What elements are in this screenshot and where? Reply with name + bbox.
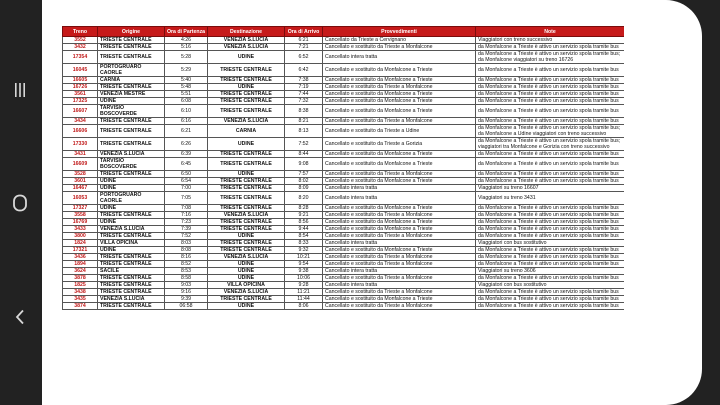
departure-time-cell: 5:29	[165, 64, 208, 77]
departure-time-cell: 6:21	[165, 125, 208, 138]
train-number-cell: 1894	[63, 261, 98, 268]
train-number-cell: 17325	[63, 98, 98, 105]
note-cell: da Monfalcone a Trieste è attivo un servizio spola tramite bus	[476, 261, 625, 268]
header-departure: Ora di Partenza	[165, 27, 208, 37]
recents-icon[interactable]	[5, 75, 35, 105]
note-cell: da Monfalcone a Trieste è attivo un servizio spola tramite bus	[476, 303, 625, 310]
arrival-time-cell: 7:44	[285, 91, 323, 98]
origin-cell: TRIESTE CENTRALE	[98, 275, 165, 282]
departure-time-cell: 4:26	[165, 37, 208, 44]
arrival-time-cell: 8:33	[285, 240, 323, 247]
arrival-time-cell: 9:38	[285, 268, 323, 275]
departure-time-cell: 8:03	[165, 240, 208, 247]
table-row	[63, 289, 625, 296]
measure-cell: Cancellato e sostituito da Monfalcone a Trieste	[323, 226, 476, 233]
destination-cell: UDINE	[208, 275, 285, 282]
table-row	[63, 44, 625, 51]
arrival-time-cell: 6:21	[285, 37, 323, 44]
departure-time-cell: 9:16	[165, 289, 208, 296]
arrival-time-cell: 9:54	[285, 261, 323, 268]
departure-time-cell: 7:39	[165, 226, 208, 233]
measure-cell: Cancellato e sostituito da Monfalcone a Trieste	[323, 247, 476, 254]
table-row	[63, 240, 625, 247]
destination-cell: UDINE	[208, 171, 285, 178]
header-measures: Provvedimenti	[323, 27, 476, 37]
train-number-cell: 3438	[63, 289, 98, 296]
table-row	[63, 226, 625, 233]
arrival-time-cell: 8:54	[285, 233, 323, 240]
train-number-cell: 3435	[63, 296, 98, 303]
destination-cell: TRIESTE CENTRALE	[208, 91, 285, 98]
departure-time-cell: 6:26	[165, 138, 208, 151]
destination-cell: TRIESTE CENTRALE	[208, 64, 285, 77]
departure-time-cell: 6:50	[165, 171, 208, 178]
table-row	[63, 268, 625, 275]
arrival-time-cell: 11:21	[285, 289, 323, 296]
table-row	[63, 275, 625, 282]
measure-cell: Cancellato intera tratta	[323, 192, 476, 205]
train-number-cell: 3436	[63, 254, 98, 261]
arrival-time-cell: 7:57	[285, 171, 323, 178]
table-row	[63, 233, 625, 240]
home-icon[interactable]	[5, 188, 35, 218]
header-train: Treno	[63, 27, 98, 37]
table-row	[63, 51, 625, 64]
table-row	[63, 254, 625, 261]
document-viewer[interactable]	[42, 0, 702, 405]
train-number-cell: 3552	[63, 37, 98, 44]
note-cell: da Monfalcone a Trieste è attivo un servizio spola tramite bus; viaggiatori tra Monfalcone e Gorizia con treno successivo	[476, 138, 625, 151]
origin-cell: TRIESTE CENTRALE	[98, 37, 165, 44]
note-cell: da Monfalcone a Trieste è attivo un servizio spola tramite bus	[476, 212, 625, 219]
origin-cell: TRIESTE CENTRALE	[98, 84, 165, 91]
destination-cell: UDINE	[208, 138, 285, 151]
note-cell: Viaggiatori su treno 3431	[476, 192, 625, 205]
note-cell: da Monfalcone a Trieste è attivo un servizio spola tramite bus	[476, 84, 625, 91]
note-cell: Viaggiatori con bus sostitutivo	[476, 240, 625, 247]
arrival-time-cell: 8:21	[285, 118, 323, 125]
destination-cell: UDINE	[208, 303, 285, 310]
note-cell: da Monfalcone a Trieste è attivo un servizio spola tramite bus	[476, 289, 625, 296]
arrival-time-cell: 8:20	[285, 192, 323, 205]
train-number-cell: 16769	[63, 219, 98, 226]
train-number-cell: 3874	[63, 303, 98, 310]
destination-cell: TRIESTE CENTRALE	[208, 151, 285, 158]
note-cell: da Monfalcone a Trieste è attivo un servizio spola tramite bus	[476, 91, 625, 98]
train-number-cell: 3800	[63, 233, 98, 240]
train-number-cell: 3432	[63, 44, 98, 51]
train-number-cell: 3601	[63, 178, 98, 185]
origin-cell: UDINE	[98, 178, 165, 185]
departure-time-cell: 06:58	[165, 303, 208, 310]
measure-cell: Cancellato e sostituito da Trieste a Monfalcone	[323, 275, 476, 282]
destination-cell: TRIESTE CENTRALE	[208, 178, 285, 185]
table-row	[63, 151, 625, 158]
measure-cell: Cancellato e sostituito da Trieste a Monfalcone	[323, 261, 476, 268]
train-number-cell: 16467	[63, 185, 98, 192]
origin-cell: TRIESTE CENTRALE	[98, 44, 165, 51]
note-cell: da Monfalcone a Trieste è attivo un servizio spola tramite bus	[476, 118, 625, 125]
note-cell: da Monfalcone a Trieste è attivo un servizio spola tramite bus	[476, 158, 625, 171]
arrival-time-cell: 8:09	[285, 185, 323, 192]
train-number-cell: 17354	[63, 51, 98, 64]
departure-time-cell: 7:05	[165, 192, 208, 205]
note-cell: da Monfalcone a Trieste è attivo un servizio spola tramite bus	[476, 247, 625, 254]
train-number-cell: 3558	[63, 212, 98, 219]
measure-cell: Cancellato intera tratta	[323, 185, 476, 192]
departure-time-cell: 9:03	[165, 282, 208, 289]
destination-cell: TRIESTE CENTRALE	[208, 77, 285, 84]
destination-cell: VENEZIA S.LUCIA	[208, 212, 285, 219]
destination-cell: UDINE	[208, 233, 285, 240]
destination-cell: VILLA OPICINA	[208, 282, 285, 289]
measure-cell: Cancellato e sostituito da Monfalcone a Trieste	[323, 91, 476, 98]
note-cell: da Monfalcone a Trieste è attivo un servizio spola tramite bus	[476, 205, 625, 212]
arrival-time-cell: 7:38	[285, 77, 323, 84]
note-cell: da Monfalcone a Trieste è attivo un servizio spola tramite bus	[476, 105, 625, 118]
measure-cell: Cancellato e sostituito da Monfalcone a Trieste	[323, 205, 476, 212]
arrival-time-cell: 9:08	[285, 158, 323, 171]
train-number-cell: 17327	[63, 205, 98, 212]
note-cell: da Monfalcone a Trieste è attivo un servizio spola tramite bus	[476, 219, 625, 226]
measure-cell: Cancellato intera tratta	[323, 240, 476, 247]
back-icon[interactable]	[5, 302, 35, 332]
measure-cell: Cancellato e sostituito da Trieste a Monfalcone	[323, 44, 476, 51]
train-number-cell: 16609	[63, 158, 98, 171]
note-cell: da Monfalcone a Trieste è attivo un servizio spola tramite bus	[476, 178, 625, 185]
note-cell: Viaggiatori con treno successivo	[476, 37, 625, 44]
departure-time-cell: 5:48	[165, 84, 208, 91]
measure-cell: Cancellato e sostituito da Monfalcone a Trieste	[323, 105, 476, 118]
note-cell: da Monfalcone a Trieste è attivo un servizio spola tramite bus	[476, 151, 625, 158]
origin-cell: VILLA OPICINA	[98, 240, 165, 247]
arrival-time-cell: 9:44	[285, 226, 323, 233]
origin-cell: SACILE	[98, 268, 165, 275]
measure-cell: Cancellato e sostituito da Trieste a Monfalcone	[323, 233, 476, 240]
departure-time-cell: 9:39	[165, 296, 208, 303]
arrival-time-cell: 8:56	[285, 219, 323, 226]
note-cell: da Monfalcone a Trieste è attivo un servizio spola tramite bus	[476, 171, 625, 178]
destination-cell: UDINE	[208, 268, 285, 275]
departure-time-cell: 8:52	[165, 261, 208, 268]
table-row	[63, 138, 625, 151]
arrival-time-cell: 6:52	[285, 51, 323, 64]
arrival-time-cell: 8:06	[285, 303, 323, 310]
table-row	[63, 37, 625, 44]
destination-cell: VENEZIA S.LUCIA	[208, 289, 285, 296]
arrival-time-cell: 7:52	[285, 138, 323, 151]
train-number-cell: 3434	[63, 118, 98, 125]
train-number-cell: 1825	[63, 282, 98, 289]
arrival-time-cell: 7:32	[285, 98, 323, 105]
departure-time-cell: 7:00	[165, 185, 208, 192]
note-cell: da Monfalcone a Trieste è attivo un servizio spola tramite bus	[476, 296, 625, 303]
origin-cell: VENEZIA S.LUCIA	[98, 151, 165, 158]
destination-cell: UDINE	[208, 261, 285, 268]
measure-cell: Cancellato e sostituito da Monfalcone a Trieste	[323, 98, 476, 105]
table-row	[63, 125, 625, 138]
arrival-time-cell: 9:28	[285, 282, 323, 289]
train-disruption-table	[62, 26, 624, 310]
train-number-cell: 3431	[63, 151, 98, 158]
arrival-time-cell: 9:21	[285, 212, 323, 219]
measure-cell: Cancellato e sostituito da Trieste a Monfalcone	[323, 84, 476, 91]
note-cell: Viaggiatori con bus sostitutivo	[476, 282, 625, 289]
measure-cell: Cancellato e sostituito da Trieste a Monfalcone	[323, 289, 476, 296]
note-cell: da Monfalcone a Trieste è attivo un servizio spola tramite bus	[476, 226, 625, 233]
arrival-time-cell: 8:02	[285, 178, 323, 185]
origin-cell: TRIESTE CENTRALE	[98, 212, 165, 219]
departure-time-cell: 6:39	[165, 151, 208, 158]
origin-cell: TRIESTE CENTRALE	[98, 261, 165, 268]
measure-cell: Cancellato e sostituito da Monfalcone a Trieste	[323, 219, 476, 226]
note-cell: Viaggiatori su treno 16607	[476, 185, 625, 192]
destination-cell: TRIESTE CENTRALE	[208, 158, 285, 171]
origin-cell: TRIESTE CENTRALE	[98, 138, 165, 151]
table-row	[63, 84, 625, 91]
destination-cell: VENEZIA S.LUCIA	[208, 254, 285, 261]
table-header-row	[63, 27, 625, 37]
timetable-page[interactable]	[62, 26, 624, 397]
measure-cell: Cancellato intera tratta	[323, 51, 476, 64]
arrival-time-cell: 8:13	[285, 125, 323, 138]
note-cell: da Monfalcone a Trieste è attivo un servizio spola tramite bus	[476, 77, 625, 84]
departure-time-cell: 5:28	[165, 51, 208, 64]
departure-time-cell: 6:45	[165, 158, 208, 171]
origin-cell: UDINE	[98, 98, 165, 105]
header-arrival: Ora di Arrivo	[285, 27, 323, 37]
measure-cell: Cancellato e sostituito da Monfalcone a Trieste	[323, 64, 476, 77]
table-row	[63, 212, 625, 219]
navigation-bar	[0, 0, 42, 405]
header-destination: Destinazione	[208, 27, 285, 37]
arrival-time-cell: 9:32	[285, 247, 323, 254]
train-number-cell: 3433	[63, 226, 98, 233]
destination-cell: TRIESTE CENTRALE	[208, 98, 285, 105]
measure-cell: Cancellato e sostituito da Trieste a Monfalcone	[323, 171, 476, 178]
destination-cell: TRIESTE CENTRALE	[208, 185, 285, 192]
table-row	[63, 105, 625, 118]
departure-time-cell: 8:08	[165, 247, 208, 254]
departure-time-cell: 6:08	[165, 98, 208, 105]
origin-cell: TRIESTE CENTRALE	[98, 125, 165, 138]
destination-cell: TRIESTE CENTRALE	[208, 105, 285, 118]
origin-cell: TRIESTE CENTRALE	[98, 51, 165, 64]
note-cell: Viaggiatori su treno 3606	[476, 268, 625, 275]
train-number-cell: 17321	[63, 247, 98, 254]
measure-cell: Cancellato e sostituito da Trieste a Gorizia	[323, 138, 476, 151]
arrival-time-cell: 8:38	[285, 105, 323, 118]
origin-cell: TRIESTE CENTRALE	[98, 118, 165, 125]
train-number-cell: 3561	[63, 91, 98, 98]
train-number-cell: 16605	[63, 77, 98, 84]
measure-cell: Cancellato e sostituito da Monfalcone a Trieste	[323, 151, 476, 158]
destination-cell: TRIESTE CENTRALE	[208, 240, 285, 247]
table-row	[63, 247, 625, 254]
table-row	[63, 303, 625, 310]
origin-cell: VENEZIA S.LUCIA	[98, 296, 165, 303]
destination-cell: VENEZIA S.LUCIA	[208, 44, 285, 51]
measure-cell: Cancellato intera tratta	[323, 268, 476, 275]
table-row	[63, 98, 625, 105]
departure-time-cell: 7:52	[165, 233, 208, 240]
origin-cell: TRIESTE CENTRALE	[98, 171, 165, 178]
destination-cell: TRIESTE CENTRALE	[208, 247, 285, 254]
destination-cell: TRIESTE CENTRALE	[208, 226, 285, 233]
train-number-cell: 17330	[63, 138, 98, 151]
departure-time-cell: 7:23	[165, 219, 208, 226]
train-number-cell: 1824	[63, 240, 98, 247]
origin-cell: TRIESTE CENTRALE	[98, 282, 165, 289]
arrival-time-cell: 8:44	[285, 151, 323, 158]
table-row	[63, 282, 625, 289]
train-number-cell: 16045	[63, 64, 98, 77]
departure-time-cell: 8:58	[165, 275, 208, 282]
measure-cell: Cancellato e sostituito da Trieste a Udine	[323, 125, 476, 138]
note-cell: da Monfalcone a Trieste è attivo un servizio spola tramite bus	[476, 254, 625, 261]
arrival-time-cell: 6:42	[285, 64, 323, 77]
header-origin: Origine	[98, 27, 165, 37]
departure-time-cell: 6:54	[165, 178, 208, 185]
origin-cell: TARVISIO BOSCOVERDE	[98, 105, 165, 118]
measure-cell: Cancellato da Trieste a Cervignano	[323, 37, 476, 44]
departure-time-cell: 7:16	[165, 212, 208, 219]
table-row	[63, 296, 625, 303]
departure-time-cell: 6:16	[165, 118, 208, 125]
measure-cell: Cancellato e sostituito da Monfalcone a Trieste	[323, 158, 476, 171]
table-row	[63, 91, 625, 98]
train-number-cell: 16607	[63, 105, 98, 118]
measure-cell: Cancellato e sostituito da Trieste a Monfalcone	[323, 212, 476, 219]
departure-time-cell: 6:10	[165, 105, 208, 118]
origin-cell: UDINE	[98, 205, 165, 212]
origin-cell: PORTOGRUARO CAORLE	[98, 64, 165, 77]
origin-cell: CARNIA	[98, 77, 165, 84]
arrival-time-cell: 7:19	[285, 84, 323, 91]
table-row	[63, 77, 625, 84]
table-row	[63, 205, 625, 212]
train-number-cell: 3624	[63, 268, 98, 275]
origin-cell: TRIESTE CENTRALE	[98, 289, 165, 296]
table-row	[63, 192, 625, 205]
note-cell: da Monfalcone a Trieste è attivo un servizio spola tramite bus	[476, 98, 625, 105]
origin-cell: UDINE	[98, 247, 165, 254]
train-number-cell: 16726	[63, 84, 98, 91]
table-row	[63, 118, 625, 125]
header-notes: Note	[476, 27, 625, 37]
train-number-cell: 16053	[63, 192, 98, 205]
departure-time-cell: 5:40	[165, 77, 208, 84]
departure-time-cell: 5:16	[165, 44, 208, 51]
destination-cell: TRIESTE CENTRALE	[208, 219, 285, 226]
note-cell: da Monfalcone a Trieste è attivo un servizio spola tramite bus; da Monfalcone viaggiatori su treno 16726	[476, 51, 625, 64]
origin-cell: TRIESTE CENTRALE	[98, 303, 165, 310]
origin-cell: VENEZIA MESTRE	[98, 91, 165, 98]
arrival-time-cell: 7:21	[285, 44, 323, 51]
destination-cell: TRIESTE CENTRALE	[208, 192, 285, 205]
arrival-time-cell: 8:28	[285, 205, 323, 212]
departure-time-cell: 8:53	[165, 268, 208, 275]
note-cell: da Monfalcone a Trieste è attivo un servizio spola tramite bus	[476, 233, 625, 240]
departure-time-cell: 5:51	[165, 91, 208, 98]
arrival-time-cell: 10:21	[285, 254, 323, 261]
destination-cell: VENEZIA S.LUCIA	[208, 37, 285, 44]
destination-cell: TRIESTE CENTRALE	[208, 296, 285, 303]
train-number-cell: 3528	[63, 171, 98, 178]
origin-cell: TRIESTE CENTRALE	[98, 233, 165, 240]
destination-cell: TRIESTE CENTRALE	[208, 205, 285, 212]
note-cell: da Monfalcone a Trieste è attivo un servizio spola tramite bus	[476, 44, 625, 51]
destination-cell: CARNIA	[208, 125, 285, 138]
table-row	[63, 64, 625, 77]
destination-cell: VENEZIA S.LUCIA	[208, 118, 285, 125]
table-row	[63, 185, 625, 192]
note-cell: da Monfalcone a Trieste è attivo un servizio spola tramite bus	[476, 64, 625, 77]
measure-cell: Cancellato e sostituito da Trieste a Monfalcone	[323, 118, 476, 125]
train-number-cell: 16606	[63, 125, 98, 138]
arrival-time-cell: 10:06	[285, 275, 323, 282]
origin-cell: TRIESTE CENTRALE	[98, 254, 165, 261]
origin-cell: VENEZIA S.LUCIA	[98, 226, 165, 233]
arrival-time-cell: 11:44	[285, 296, 323, 303]
measure-cell: Cancellato e sostituito da Trieste a Monfalcone	[323, 303, 476, 310]
departure-time-cell: 8:16	[165, 254, 208, 261]
origin-cell: UDINE	[98, 185, 165, 192]
measure-cell: Cancellato e sostituito da Monfalcone a Trieste	[323, 296, 476, 303]
table-row	[63, 158, 625, 171]
screen-edge	[702, 0, 720, 405]
origin-cell: UDINE	[98, 219, 165, 226]
measure-cell: Cancellato e sostituito da Trieste a Monfalcone	[323, 254, 476, 261]
origin-cell: PORTOGRUARO CAORLE	[98, 192, 165, 205]
table-row	[63, 261, 625, 268]
table-row	[63, 178, 625, 185]
table-row	[63, 171, 625, 178]
destination-cell: UDINE	[208, 84, 285, 91]
origin-cell: TARVISIO BOSCOVERDE	[98, 158, 165, 171]
measure-cell: Cancellato e sostituito da Monfalcone a Trieste	[323, 178, 476, 185]
note-cell: da Monfalcone a Trieste è attivo un servizio spola tramite bus; da Monfalcone a Udine viaggiatori con treno successivo	[476, 125, 625, 138]
table-row	[63, 219, 625, 226]
destination-cell: UDINE	[208, 51, 285, 64]
note-cell: da Monfalcone a Trieste è attivo un servizio spola tramite bus	[476, 275, 625, 282]
measure-cell: Cancellato e sostituito da Monfalcone a Trieste	[323, 77, 476, 84]
train-number-cell: 3878	[63, 275, 98, 282]
departure-time-cell: 7:08	[165, 205, 208, 212]
measure-cell: Cancellato intera tratta	[323, 282, 476, 289]
